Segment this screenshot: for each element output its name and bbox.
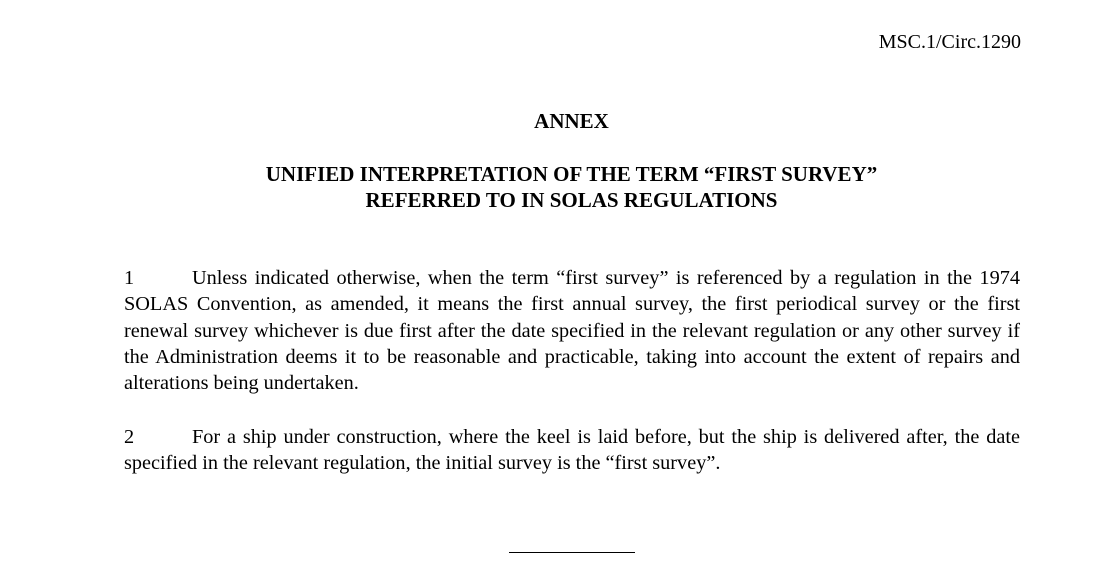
paragraph-1 [124, 265, 1020, 396]
paragraph-2 [124, 424, 1020, 477]
paragraph-number: 2 [124, 426, 135, 448]
annex-title-line-1: UNIFIED INTERPRETATION OF THE TERM “FIRST SURVEY” [265, 162, 878, 186]
paragraph-text: Unless indicated otherwise, when the term “first survey” is referenced by a regulation in the 1974 SOLAS Convention, as amended, it means the first annual survey, the first periodical survey or the first renewal survey whichever is due first after the date specified in the relevant regulation or any other survey if the Administration deems it to be reasonable and practicable, taking into account the extent of repairs and alterations being undertaken. [124, 267, 1020, 395]
paragraph-number: 1 [124, 267, 135, 289]
annex-title-line-2: REFERRED TO IN SOLAS REGULATIONS [365, 188, 778, 212]
paragraph-text: For a ship under construction, where the keel is laid before, but the ship is delivered after, the date specified in the relevant regulation, the initial survey is the “first survey”. [124, 426, 1020, 475]
document-reference: MSC.1/Circ.1290 [878, 31, 1021, 53]
end-divider [509, 552, 635, 553]
annex-heading: ANNEX [534, 109, 609, 133]
annex-title [124, 161, 1019, 213]
